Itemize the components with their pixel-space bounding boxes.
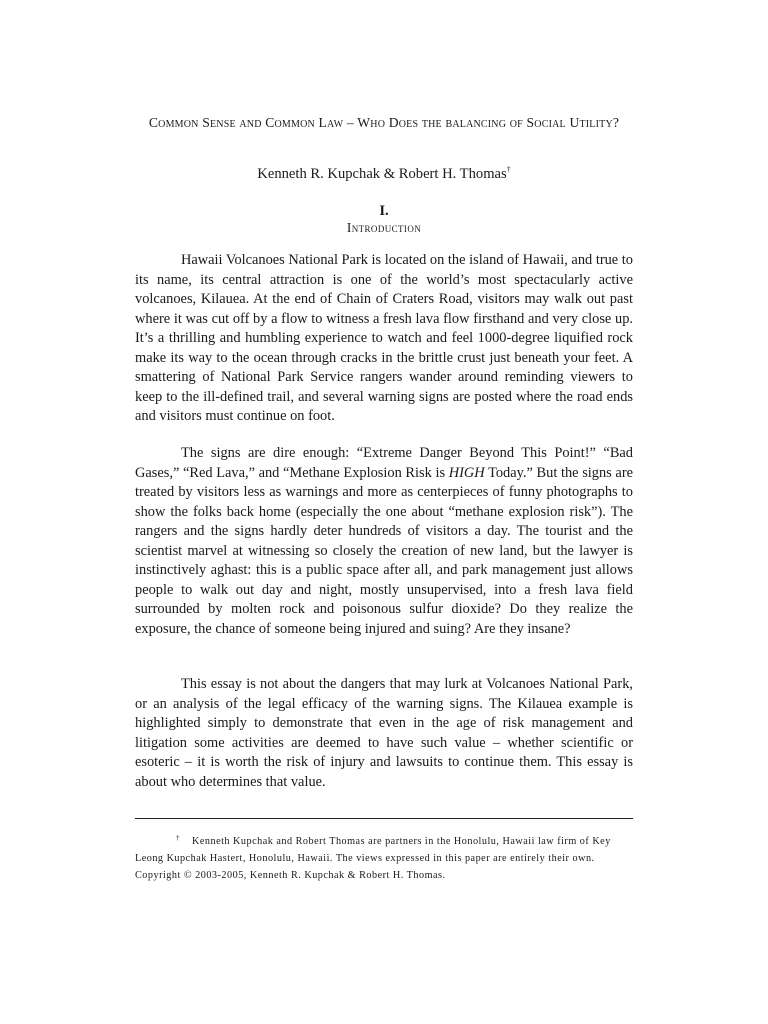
paragraph-2-text-b: Today.” But the signs are treated by visitors less as warnings and more as centerpieces of funny photographs to show the folks back home (especially the one about “methane explosion risk”). The rangers and the signs hardly deter hundreds of visitors a day. The tourist and the scientist marvel at witnessing so closely the creation of new land, but the lawyer is instinctively aghast: this is a public space after all, and park management just allows people to walk out day and night, mostly unsupervised, into a fresh lava field surrounded by molten rock and poisonous sulfur dioxide? Do they realize the exposure, the chance of someone being injured and suing? Are they insane? bbox=[135, 464, 633, 637]
paragraph-2-emphasis: HIGH bbox=[448, 464, 485, 481]
footnote-divider bbox=[135, 818, 633, 819]
section-title: Introduction bbox=[346, 220, 422, 235]
footnote bbox=[135, 830, 633, 884]
author-names: Kenneth R. Kupchak & Robert H. Thomas bbox=[257, 166, 507, 182]
paragraph-1: Hawaii Volcanoes National Park is located on the island of Hawaii, and true to its name, its central attraction is one of the world’s most spectacularly active volcanoes, Kilauea. At the end of Chain of Craters Road, visitors may walk out past where it was cut off by a flow to witness a fresh lava flow firsthand and very close up. It’s a thrilling and humbling experience to watch and feel 1000-degree liquified rock make its way to the ocean through cracks in the brittle crust just beneath your feet. A smattering of National Park Service rangers wander around reminding viewers to keep to the ill-defined trail, and several warning signs are posted where the road ends and visitors must continue on foot. bbox=[135, 252, 633, 424]
document-title: Common Sense and Common Law – Who Does the balancing of Social Utility? bbox=[148, 115, 620, 130]
author-footnote-mark[interactable]: † bbox=[506, 165, 511, 174]
section-number: I. bbox=[379, 203, 389, 219]
author-line bbox=[135, 165, 633, 183]
footnote-mark: † bbox=[176, 834, 180, 842]
paragraph-3: This essay is not about the dangers that may lurk at Volcanoes National Park, or an analysis of the legal efficacy of the warning signs. The Kilauea example is highlighted simply to demonstrate that even in the age of risk management and litigation some activities are deemed to have such value – whether scientific or esoteric – it is worth the risk of injury and lawsuits to continue them. This essay is about who determines that value. bbox=[135, 676, 633, 790]
footnote-text: Kenneth Kupchak and Robert Thomas are partners in the Honolulu, Hawaii law firm of Key Leong Kupchak Hastert, Honolulu, Hawaii. The views expressed in this paper are entirely their own. Copyright © 2003-2005, Kenneth R. Kupchak & Robert H. Thomas. bbox=[135, 836, 611, 881]
paragraph-2 bbox=[135, 444, 633, 639]
paragraph-2-text-a: The signs are dire enough: “Extreme Danger Beyond This Point!” “Bad Gases,” “Red Lava,” and “Methane Explosion Risk is bbox=[135, 445, 633, 481]
